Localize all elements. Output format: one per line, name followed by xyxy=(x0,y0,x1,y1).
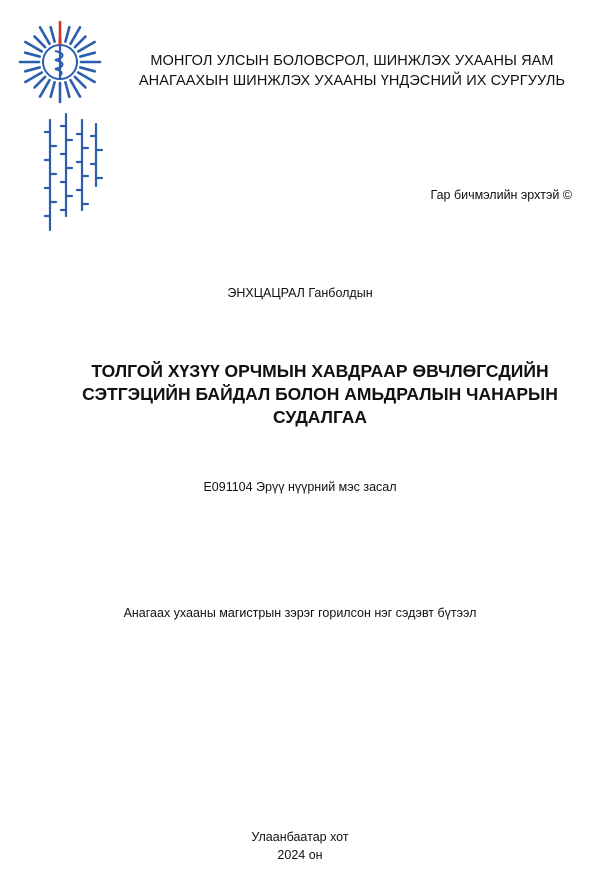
city: Улаанбаатар хот xyxy=(251,830,349,844)
emblem-ray xyxy=(78,73,94,83)
ministry-name: МОНГОЛ УЛСЫН БОЛОВСРОЛ, ШИНЖЛЭХ УХААНЫ ЯАМ xyxy=(150,53,554,69)
thesis-title-line: ТОЛГОЙ ХҮЗҮҮ ОРЧМЫН ХАВДРААР ӨВЧЛӨГСДИЙН xyxy=(91,361,549,381)
emblem-ray xyxy=(25,53,39,57)
emblem-ray xyxy=(25,42,41,52)
emblem-ray xyxy=(80,67,94,71)
emblem-ray xyxy=(51,82,55,96)
emblem-ray xyxy=(75,37,86,48)
university-emblem-icon xyxy=(18,20,102,104)
year: 2024 он xyxy=(277,848,323,862)
emblem-ray xyxy=(80,53,94,57)
university-name: АНАГААХЫН ШИНЖЛЭХ УХААНЫ ҮНДЭСНИЙ ИХ СУРГУУЛЬ xyxy=(138,73,566,89)
emblem-ray xyxy=(78,42,94,52)
thesis-title-line: СУДАЛГАА xyxy=(272,407,368,427)
emblem-ray xyxy=(71,80,81,96)
author-name: ЭНХЦАЦРАЛ Ганболдын xyxy=(227,286,373,300)
emblem-ray xyxy=(35,77,46,88)
copyright-notice: Гар бичмэлийн эрхтэй © xyxy=(430,188,572,202)
thesis-title-line: СЭТГЭЦИЙН БАЙДАЛ БОЛОН АМЬДРАЛЫН ЧАНАРЫН xyxy=(82,384,558,404)
emblem-ray xyxy=(65,27,69,41)
ministry-header xyxy=(112,51,592,91)
emblem-ray xyxy=(25,67,39,71)
emblem-ray xyxy=(65,82,69,96)
degree-statement: Анагаах ухааны магистрын зэрэг горилсон нэг сэдэвт бүтээл xyxy=(123,606,477,620)
emblem-ray xyxy=(51,27,55,41)
emblem-ray xyxy=(40,27,50,43)
emblem-ray xyxy=(40,80,50,96)
emblem-ray xyxy=(25,73,41,83)
specialty-code: E091104 Эрүү нүүрний мэс засал xyxy=(203,480,397,494)
emblem-ray xyxy=(75,77,86,88)
emblem-ray xyxy=(35,37,46,48)
emblem-ray xyxy=(71,27,81,43)
mongolian-script-emblem-icon xyxy=(40,112,104,242)
thesis-title xyxy=(50,360,590,429)
